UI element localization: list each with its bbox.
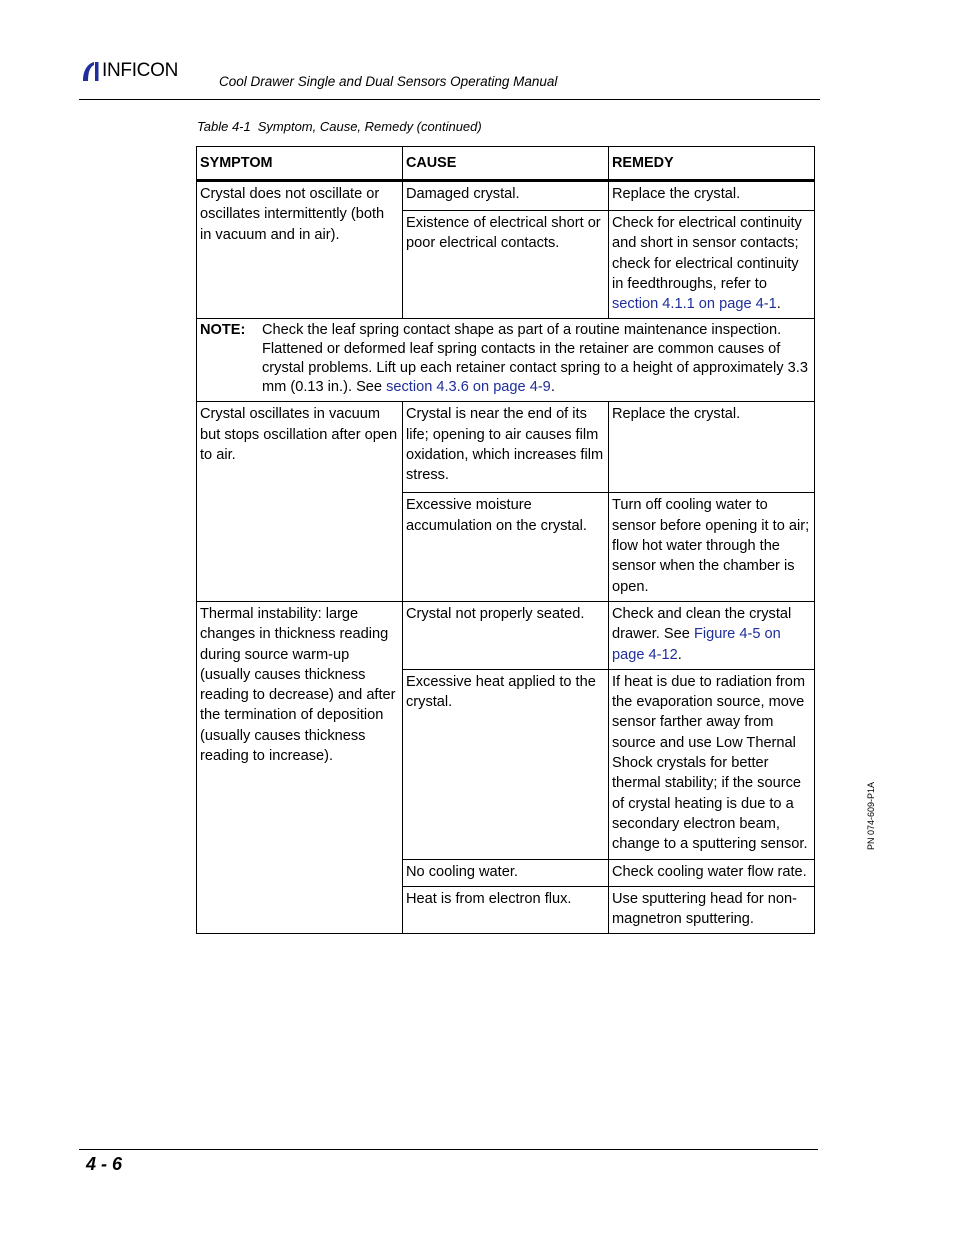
logo-text: INFICON	[102, 60, 179, 81]
remedy-text-end: .	[776, 296, 781, 313]
symptom-cell: Thermal instability: large changes in thickness reading during source warm-up (usually causes thickness reading to decrease) and after the termination of deposition (usually causes thickness reading to increase).	[197, 601, 403, 933]
part-number: PN 074-609-P1A	[866, 781, 876, 850]
table-caption	[197, 119, 482, 134]
note-body: Check the leaf spring contact shape as part of a routine maintenance inspection. Flattened or deformed leaf spring contacts in the retainer are common causes of crystal problems. Lift up each retainer contact spring to a height of approximately 3.3 mm (0.13 in.). See	[262, 322, 808, 396]
cause-cell: Existence of electrical short or poor electrical contacts.	[403, 211, 609, 319]
note	[200, 321, 811, 397]
inficon-logo-mark	[80, 59, 100, 83]
section-link[interactable]: section 4.3.6 on page 4-9	[386, 379, 551, 396]
remedy-cell: Replace the crystal.	[609, 181, 815, 211]
remedy-cell: Use sputtering head for non-magnetron sputtering.	[609, 886, 815, 934]
inficon-logo	[80, 58, 178, 84]
table-row	[197, 601, 815, 669]
cause-cell: No cooling water.	[403, 859, 609, 886]
table-row	[197, 181, 815, 211]
remedy-text: Check and clean the crystal drawer. See	[612, 605, 792, 643]
cause-cell: Excessive moisture accumulation on the crystal.	[403, 493, 609, 601]
note-cell	[197, 319, 815, 402]
cause-cell: Crystal is near the end of its life; opening to air causes film oxidation, which increases film stress.	[403, 402, 609, 493]
table-row	[197, 402, 815, 493]
cause-cell: Damaged crystal.	[403, 181, 609, 211]
column-header-cause: CAUSE	[403, 147, 609, 181]
table-header-row	[197, 147, 815, 181]
header-divider	[79, 99, 820, 100]
remedy-cell	[609, 211, 815, 319]
note-label: NOTE:	[200, 322, 246, 339]
section-link[interactable]: section 4.1.1 on page 4-1	[612, 296, 777, 313]
manual-title: Cool Drawer Single and Dual Sensors Operating Manual	[219, 74, 558, 89]
column-header-symptom: SYMPTOM	[197, 147, 403, 181]
table-caption-number: Table 4-1	[197, 119, 251, 134]
note-text	[262, 321, 811, 397]
column-header-remedy: REMEDY	[609, 147, 815, 181]
remedy-cell: Check cooling water flow rate.	[609, 859, 815, 886]
symptom-cell: Crystal does not oscillate or oscillates intermittently (both in vacuum and in air).	[197, 181, 403, 319]
note-end: .	[550, 379, 555, 396]
cause-cell: Crystal not properly seated.	[403, 601, 609, 669]
note-row	[197, 319, 815, 402]
figure-link[interactable]: Figure 4-5 on page 4-12	[612, 626, 781, 663]
table-caption-title: Symptom, Cause, Remedy (continued)	[257, 119, 482, 134]
cause-cell: Heat is from electron flux.	[403, 886, 609, 934]
remedy-cell: Turn off cooling water to sensor before opening it to air; flow hot water through the sensor when the chamber is open.	[609, 493, 815, 601]
footer-divider	[79, 1149, 818, 1150]
page-number: 4 - 6	[86, 1154, 123, 1174]
remedy-cell: If heat is due to radiation from the evaporation source, move sensor farther away from source and use Low Thernal Shock crystals for better thermal stability; if the source of crystal heating is due to a secondary electron beam, change to a sputtering sensor.	[609, 669, 815, 859]
remedy-text-end: .	[677, 646, 682, 663]
remedy-cell: Replace the crystal.	[609, 402, 815, 493]
symptom-cell: Crystal oscillates in vacuum but stops oscillation after open to air.	[197, 402, 403, 601]
symptom-cause-remedy-table	[196, 146, 815, 934]
cause-cell: Excessive heat applied to the crystal.	[403, 669, 609, 859]
remedy-cell	[609, 601, 815, 669]
remedy-text: Check for electrical continuity and short in sensor contacts; check for electrical continuity in feedthroughs, refer to	[612, 215, 802, 292]
